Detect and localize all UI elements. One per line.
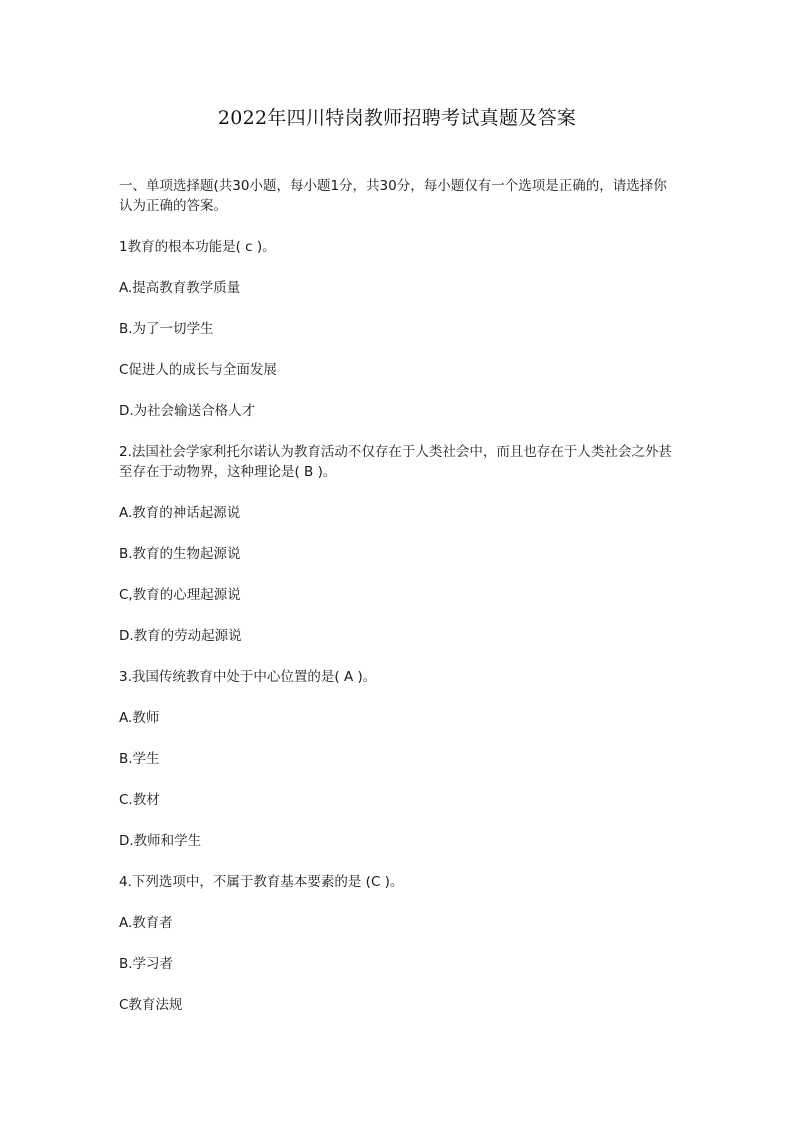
question-2-stem: 2.法国社会学家利托尔诺认为教育活动不仅存在于人类社会中，而且也存在于人类社会之外甚至存在于动物界，这种理论是( B )。 (119, 444, 672, 480)
question-2-option-b: B.教育的生物起源说 (119, 546, 241, 562)
question-3-option-b: B.学生 (119, 751, 160, 767)
question-3-option-c: C.教材 (119, 792, 160, 808)
document-title: 2022年四川特岗教师招聘考试真题及答案 (217, 107, 577, 129)
question-3-stem: 3.我国传统教育中处于中心位置的是( A )。 (119, 669, 377, 685)
question-3-option-d: D.教师和学生 (119, 833, 202, 849)
question-4-stem: 4.下列选项中，不属于教育基本要素的是 (C )。 (119, 874, 404, 890)
question-1-option-c: C促进人的成长与全面发展 (119, 362, 277, 378)
question-2-option-a: A.教育的神话起源说 (119, 505, 241, 521)
question-1-option-d: D.为社会输送合格人才 (119, 403, 256, 419)
question-1-option-a: A.提高教育教学质量 (119, 280, 241, 296)
question-4-option-c: C教育法规 (119, 997, 183, 1013)
question-4-option-b: B.学习者 (119, 956, 174, 972)
document-body (119, 176, 679, 1036)
question-1-option-b: B.为了一切学生 (119, 321, 214, 337)
question-4-option-a: A.教育者 (119, 915, 173, 931)
question-3-option-a: A.教师 (119, 710, 160, 726)
question-2-option-d: D.教育的劳动起源说 (119, 628, 242, 644)
question-1-stem: 1教育的根本功能是( c )。 (119, 239, 276, 255)
section-header: 一、单项选择题(共30小题，每小题1分，共30分，每小题仅有一个选项是正确的，请选择你认为正确的答案。 (119, 178, 667, 214)
question-2-option-c: C,教育的心理起源说 (119, 587, 241, 603)
